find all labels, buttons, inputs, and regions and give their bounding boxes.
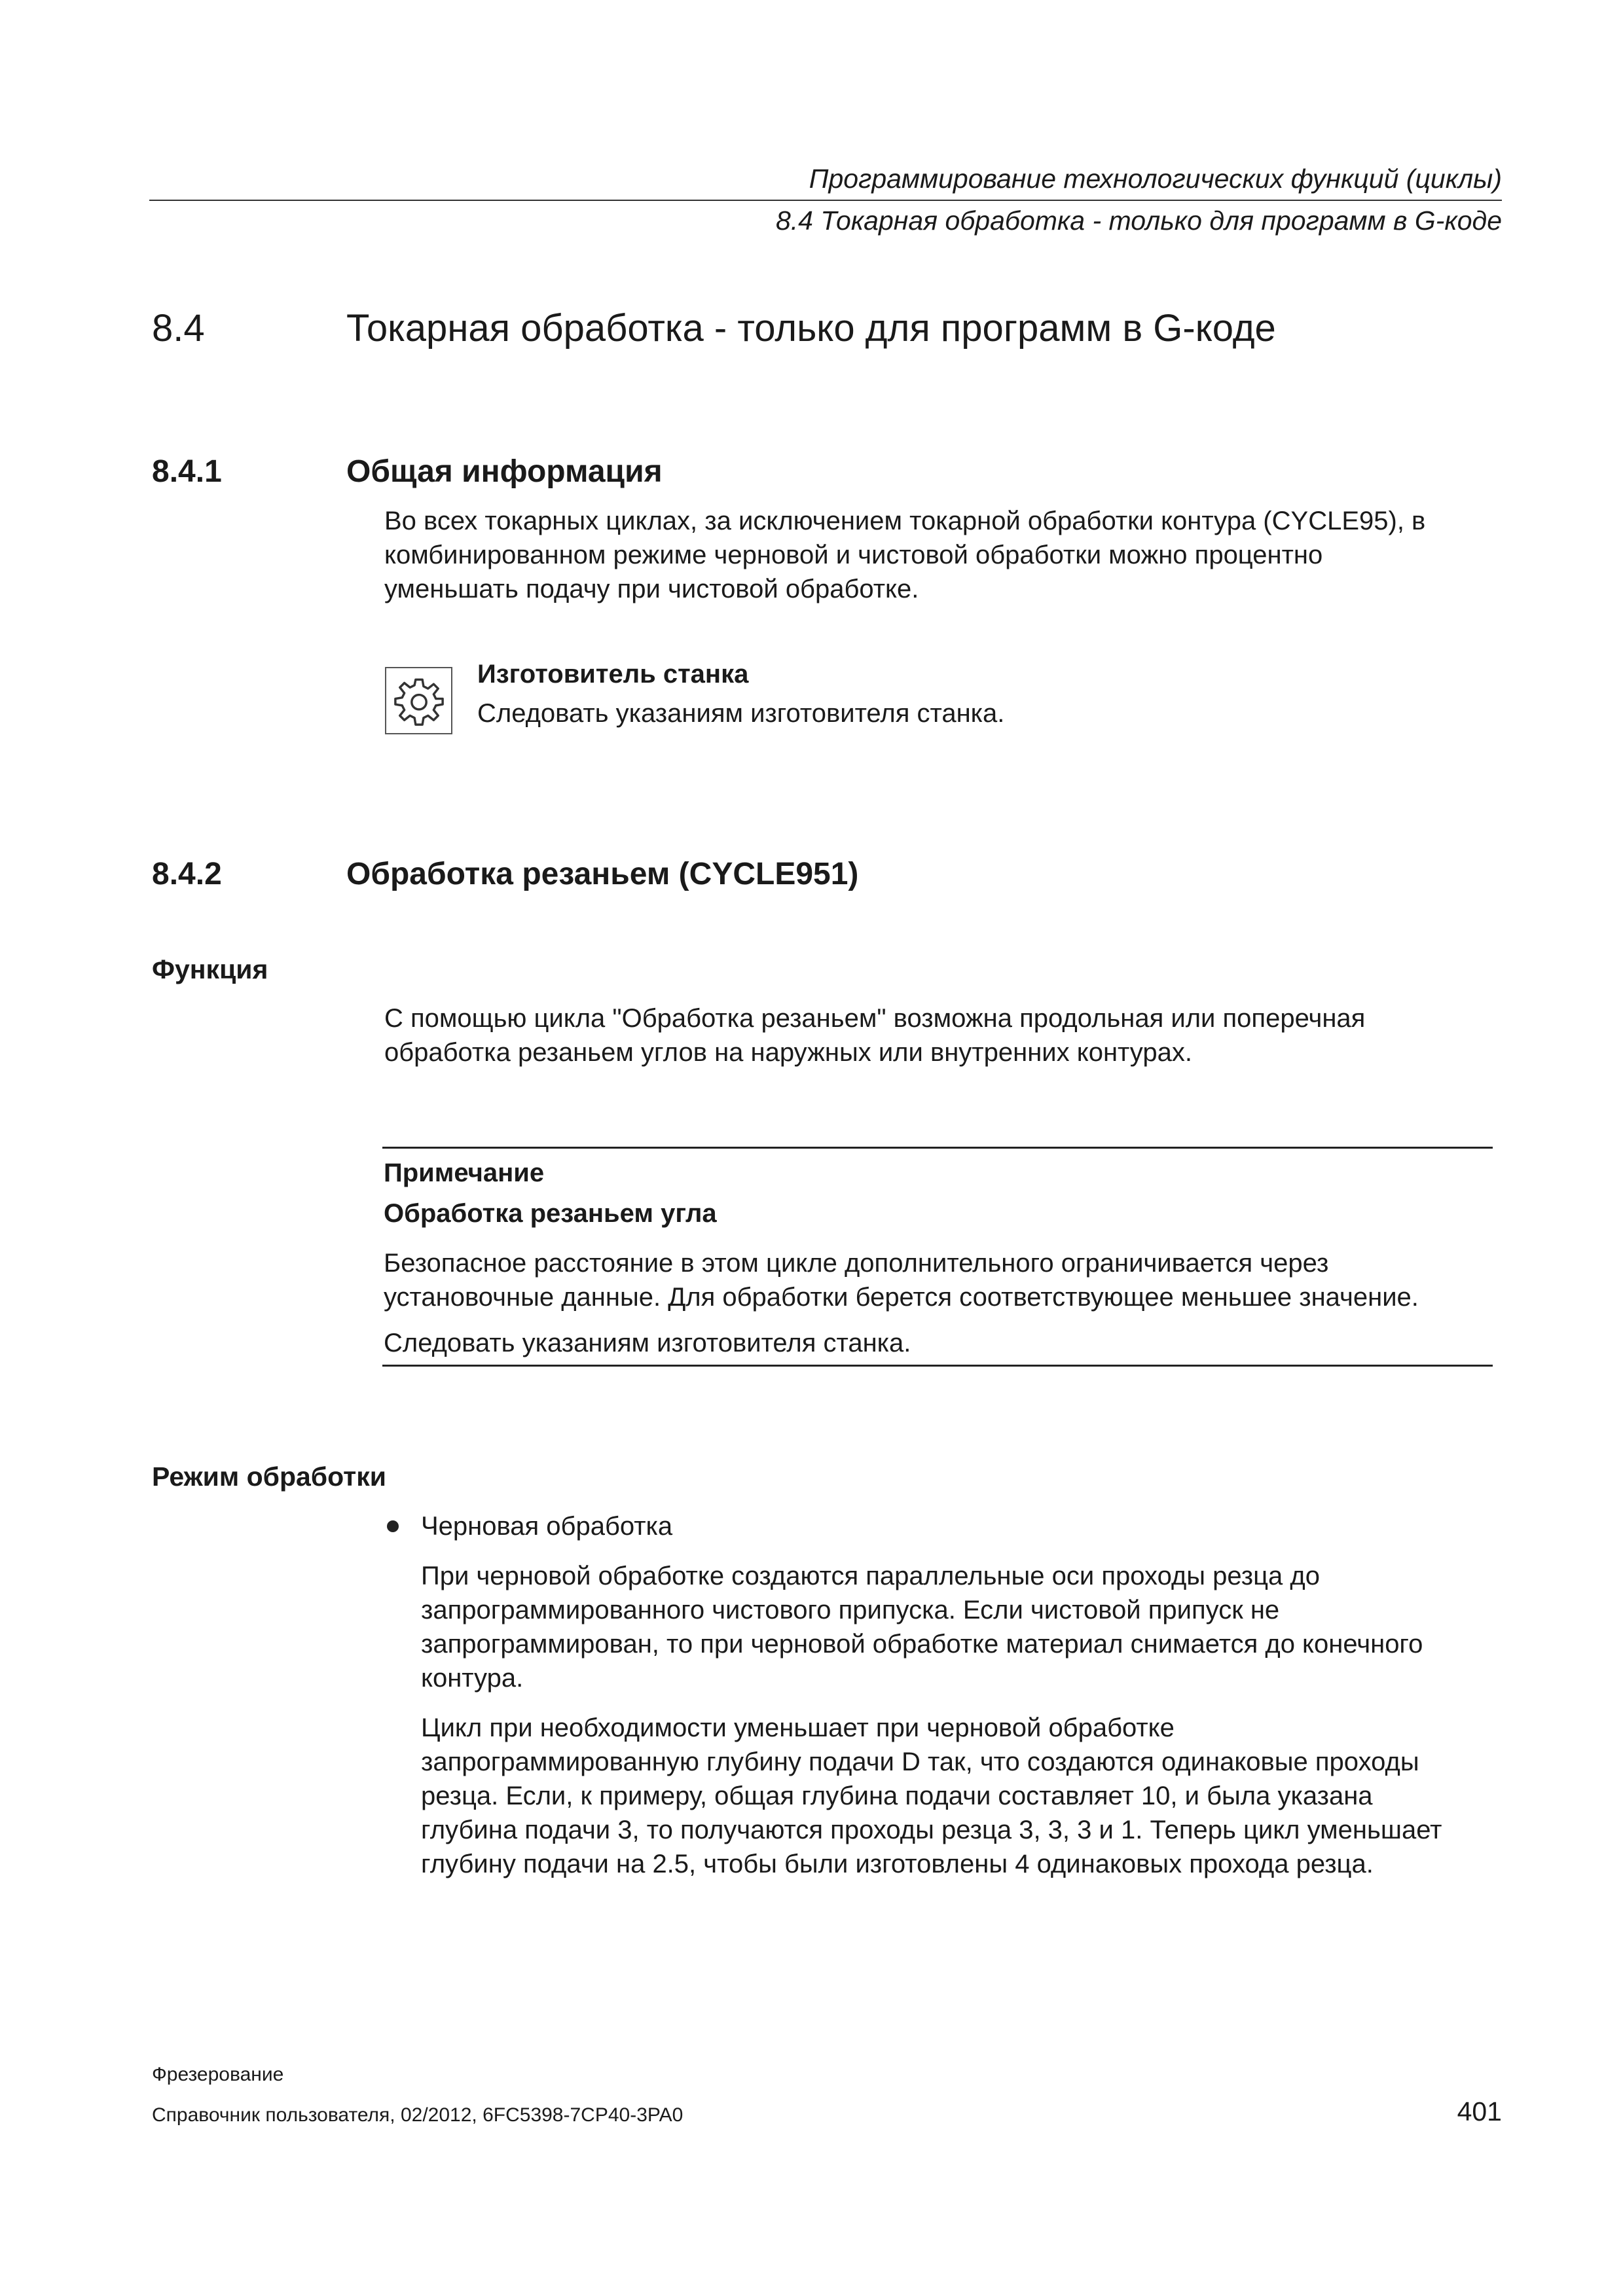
footer-product: Фрезерование [152, 2064, 284, 2085]
general-info-paragraph [384, 504, 1425, 606]
text-line: Безопасное расстояние в этом цикле дополнительного ограничивается через [384, 1249, 1329, 1278]
text-line: уменьшать подачу при чистовой обработке. [384, 575, 919, 603]
text-line: запрограммирован, то при черновой обработке материал снимается до конечного [421, 1630, 1423, 1659]
function-paragraph [384, 1001, 1365, 1069]
manufacturer-note-title: Изготовитель станка [477, 660, 749, 689]
text-line: комбинированном режиме черновой и чистовой обработки можно процентно [384, 541, 1323, 569]
header-section-title: 8.4 Токарная обработка - только для программ в G-коде [775, 206, 1502, 236]
text-line: обработка резаньем углов на наружных или внутренних контурах. [384, 1038, 1192, 1067]
roughing-paragraph-1 [421, 1559, 1423, 1695]
text-line: установочные данные. Для обработки берется соответствующее меньшее значение. [384, 1283, 1419, 1312]
note-bottom-rule [382, 1365, 1493, 1367]
text-line: Цикл при необходимости уменьшает при черновой обработке [421, 1713, 1175, 1742]
manufacturer-note-text: Следовать указаниям изготовителя станка. [477, 699, 1005, 728]
page-number: 401 [1457, 2096, 1502, 2126]
text-line: запрограммированную глубину подачи D так, что создаются одинаковые проходы [421, 1748, 1419, 1776]
text-line: резца. Если, к примеру, общая глубина подачи составляет 10, и была указана [421, 1782, 1373, 1810]
note-top-rule [382, 1147, 1493, 1149]
note-label: Примечание [384, 1158, 545, 1187]
section-title: Токарная обработка - только для программ в G-коде [346, 307, 1276, 350]
text-line: запрограммированного чистового припуска. Если чистовой припуск не [421, 1596, 1280, 1624]
text-line: глубину подачи на 2.5, чтобы были изготовлены 4 одинаковых прохода резца. [421, 1850, 1374, 1878]
header-divider [149, 200, 1502, 201]
function-heading: Функция [152, 954, 268, 984]
header-chapter-title: Программирование технологических функций (циклы) [809, 164, 1502, 194]
section-number: 8.4 [152, 307, 205, 350]
text-line: При черновой обработке создаются параллельные оси проходы резца до [421, 1562, 1320, 1590]
bullet-dot [387, 1520, 399, 1532]
note-title: Обработка резаньем угла [384, 1199, 717, 1228]
roughing-paragraph-2 [421, 1711, 1442, 1881]
note-paragraph [384, 1246, 1419, 1314]
bullet-item-roughing: Черновая обработка [421, 1512, 673, 1541]
text-line: Во всех токарных циклах, за исключением токарной обработки контура (CYCLE95), в [384, 507, 1426, 535]
machine-manufacturer-icon-box [385, 667, 452, 734]
text-line: С помощью цикла "Обработка резаньем" возможна продольная или поперечная [384, 1004, 1366, 1033]
subsection-1-number: 8.4.1 [152, 454, 222, 489]
subsection-1-title: Общая информация [346, 454, 663, 489]
text-line: контура. [421, 1664, 524, 1693]
processing-mode-heading: Режим обработки [152, 1462, 386, 1492]
subsection-2-number: 8.4.2 [152, 857, 222, 891]
gear-icon [391, 673, 447, 729]
footer-document-info: Справочник пользователя, 02/2012, 6FC5398-7CP40-3PA0 [152, 2104, 684, 2126]
note-extra-text: Следовать указаниям изготовителя станка. [384, 1329, 911, 1357]
subsection-2-title: Обработка резаньем (CYCLE951) [346, 857, 859, 891]
text-line: глубина подачи 3, то получаются проходы резца 3, 3, 3 и 1. Теперь цикл уменьшает [421, 1816, 1442, 1844]
